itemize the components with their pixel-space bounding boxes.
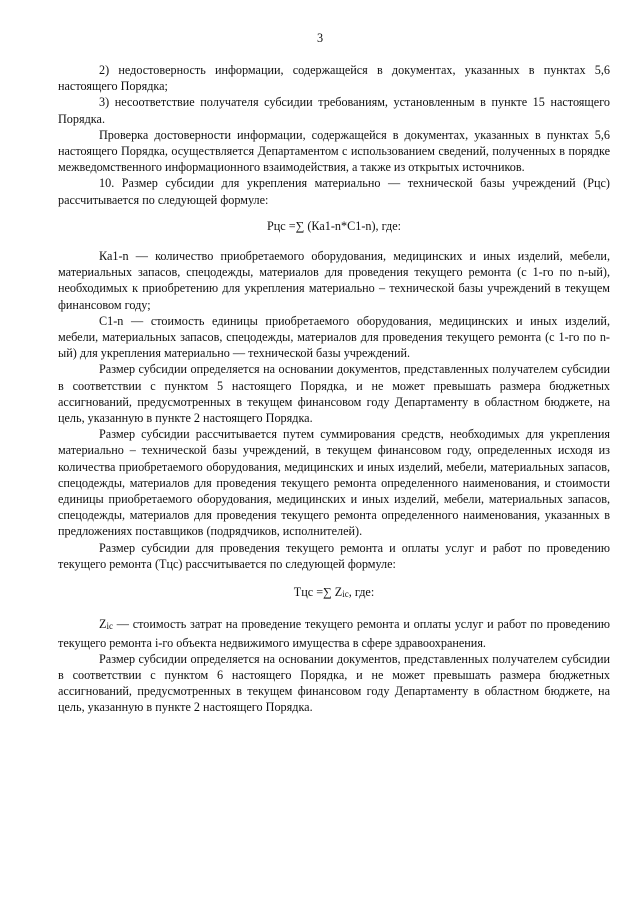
formula-tcs-tail: , где: — [348, 585, 375, 600]
paragraph-subsidy-size-1: Размер субсидии определяется на основании документов, представленных получателем субсидии в соответствии с пунктом 5 настоящего Порядка, и не может превышать размера бюджетных ассигнований, предусмотренных в текущем финансовом году Департаменту в областном бюджете, на цель, указанную в пункте 2 настоящего Порядка. — [58, 362, 610, 426]
definition-z-symbol: Z — [99, 617, 107, 632]
definition-c: С1-n — стоимость единицы приобретаемого оборудования, медицинских и иных изделий, мебели, материальных запасов, спецодежды, материалов для проведения текущего ремонта (с 1-го по n-ый) для укрепления материально — технической базы учреждений. — [58, 313, 610, 361]
page-number: 3 — [316, 31, 324, 45]
definition-ka: Ка1-n — количество приобретаемого оборудования, медицинских и иных изделий, мебели, материальных запасов, спецодежды, материалов для проведения текущего ремонта (с 1-го по n-ый), необходимых к приобретению для укрепления материально – технической базы учреждений в текущем финансовом году; — [58, 249, 610, 312]
paragraph-verification: Проверка достоверности информации, содержащейся в документах, указанных в пунктах 5,6 настоящего Порядка, осуществляется Департаментом с использованием сведений, полученных в порядке межведомственного информационного взаимодействия, а также из открытых источников. — [58, 127, 610, 175]
definition-z — [58, 616, 610, 650]
paragraph-subsidy-size-2: Размер субсидии определяется на основании документов, представленных получателем субсидии в соответствии с пунктом 6 настоящего Порядка, и не может превышать размера бюджетных ассигнований, предусмотренных в текущем финансовом году Департаменту в областном бюджете, на цель, указанную в пункте 2 настоящего Порядка. — [58, 651, 610, 715]
paragraph-repair-subsidy: Размер субсидии для проведения текущего ремонта и оплаты услуг и работ по проведению текущего ремонта (Тцс) рассчитывается по следующей формуле: — [58, 540, 610, 571]
paragraph-item-2: 2) недостоверность информации, содержащейся в документах, указанных в пунктах 5,6 настоящего Порядка; — [58, 63, 610, 94]
document-body — [58, 62, 610, 716]
paragraph-point-10: 10. Размер субсидии для укрепления материально — технической базы учреждений (Рцс) рассчитывается по следующей формуле: — [58, 176, 610, 207]
formula-tcs-subscript: ic — [342, 589, 349, 600]
formula-rcs: Рцс =∑ (Ка1-n*С1-n), где: — [266, 218, 402, 233]
definition-z-text: — стоимость затрат на проведение текущего ремонта и оплаты услуг и работ по проведению текущего ремонта i-го объекта недвижимого имущества в сфере здравоохранения. — [58, 617, 610, 650]
definition-z-subscript: ic — [106, 621, 113, 632]
paragraph-item-3: 3) несоответствие получателя субсидии требованиям, установленным в пункте 15 настоящего Порядка. — [58, 95, 610, 126]
formula-tcs-main: Тцс =∑ Z — [293, 585, 343, 600]
formula-tcs — [58, 584, 610, 602]
paragraph-subsidy-calc: Размер субсидии рассчитывается путем суммирования средств, необходимых для укрепления материально – технической базы учреждений, в текущем финансовом году, определенных исходя из количества приобретаемого оборудования, медицинских и иных изделий, мебели, материальных запасов, спецодежды, материалов для проведения текущего ремонта определенного наименования, и стоимости единицы приобретаемого оборудования, медицинских и иных изделий, мебели, материальных запасов, спецодежды, материалов для проведения текущего ремонта определенного наименования, указанных в предложениях поставщиков (подрядчиков, исполнителей). — [58, 427, 610, 539]
